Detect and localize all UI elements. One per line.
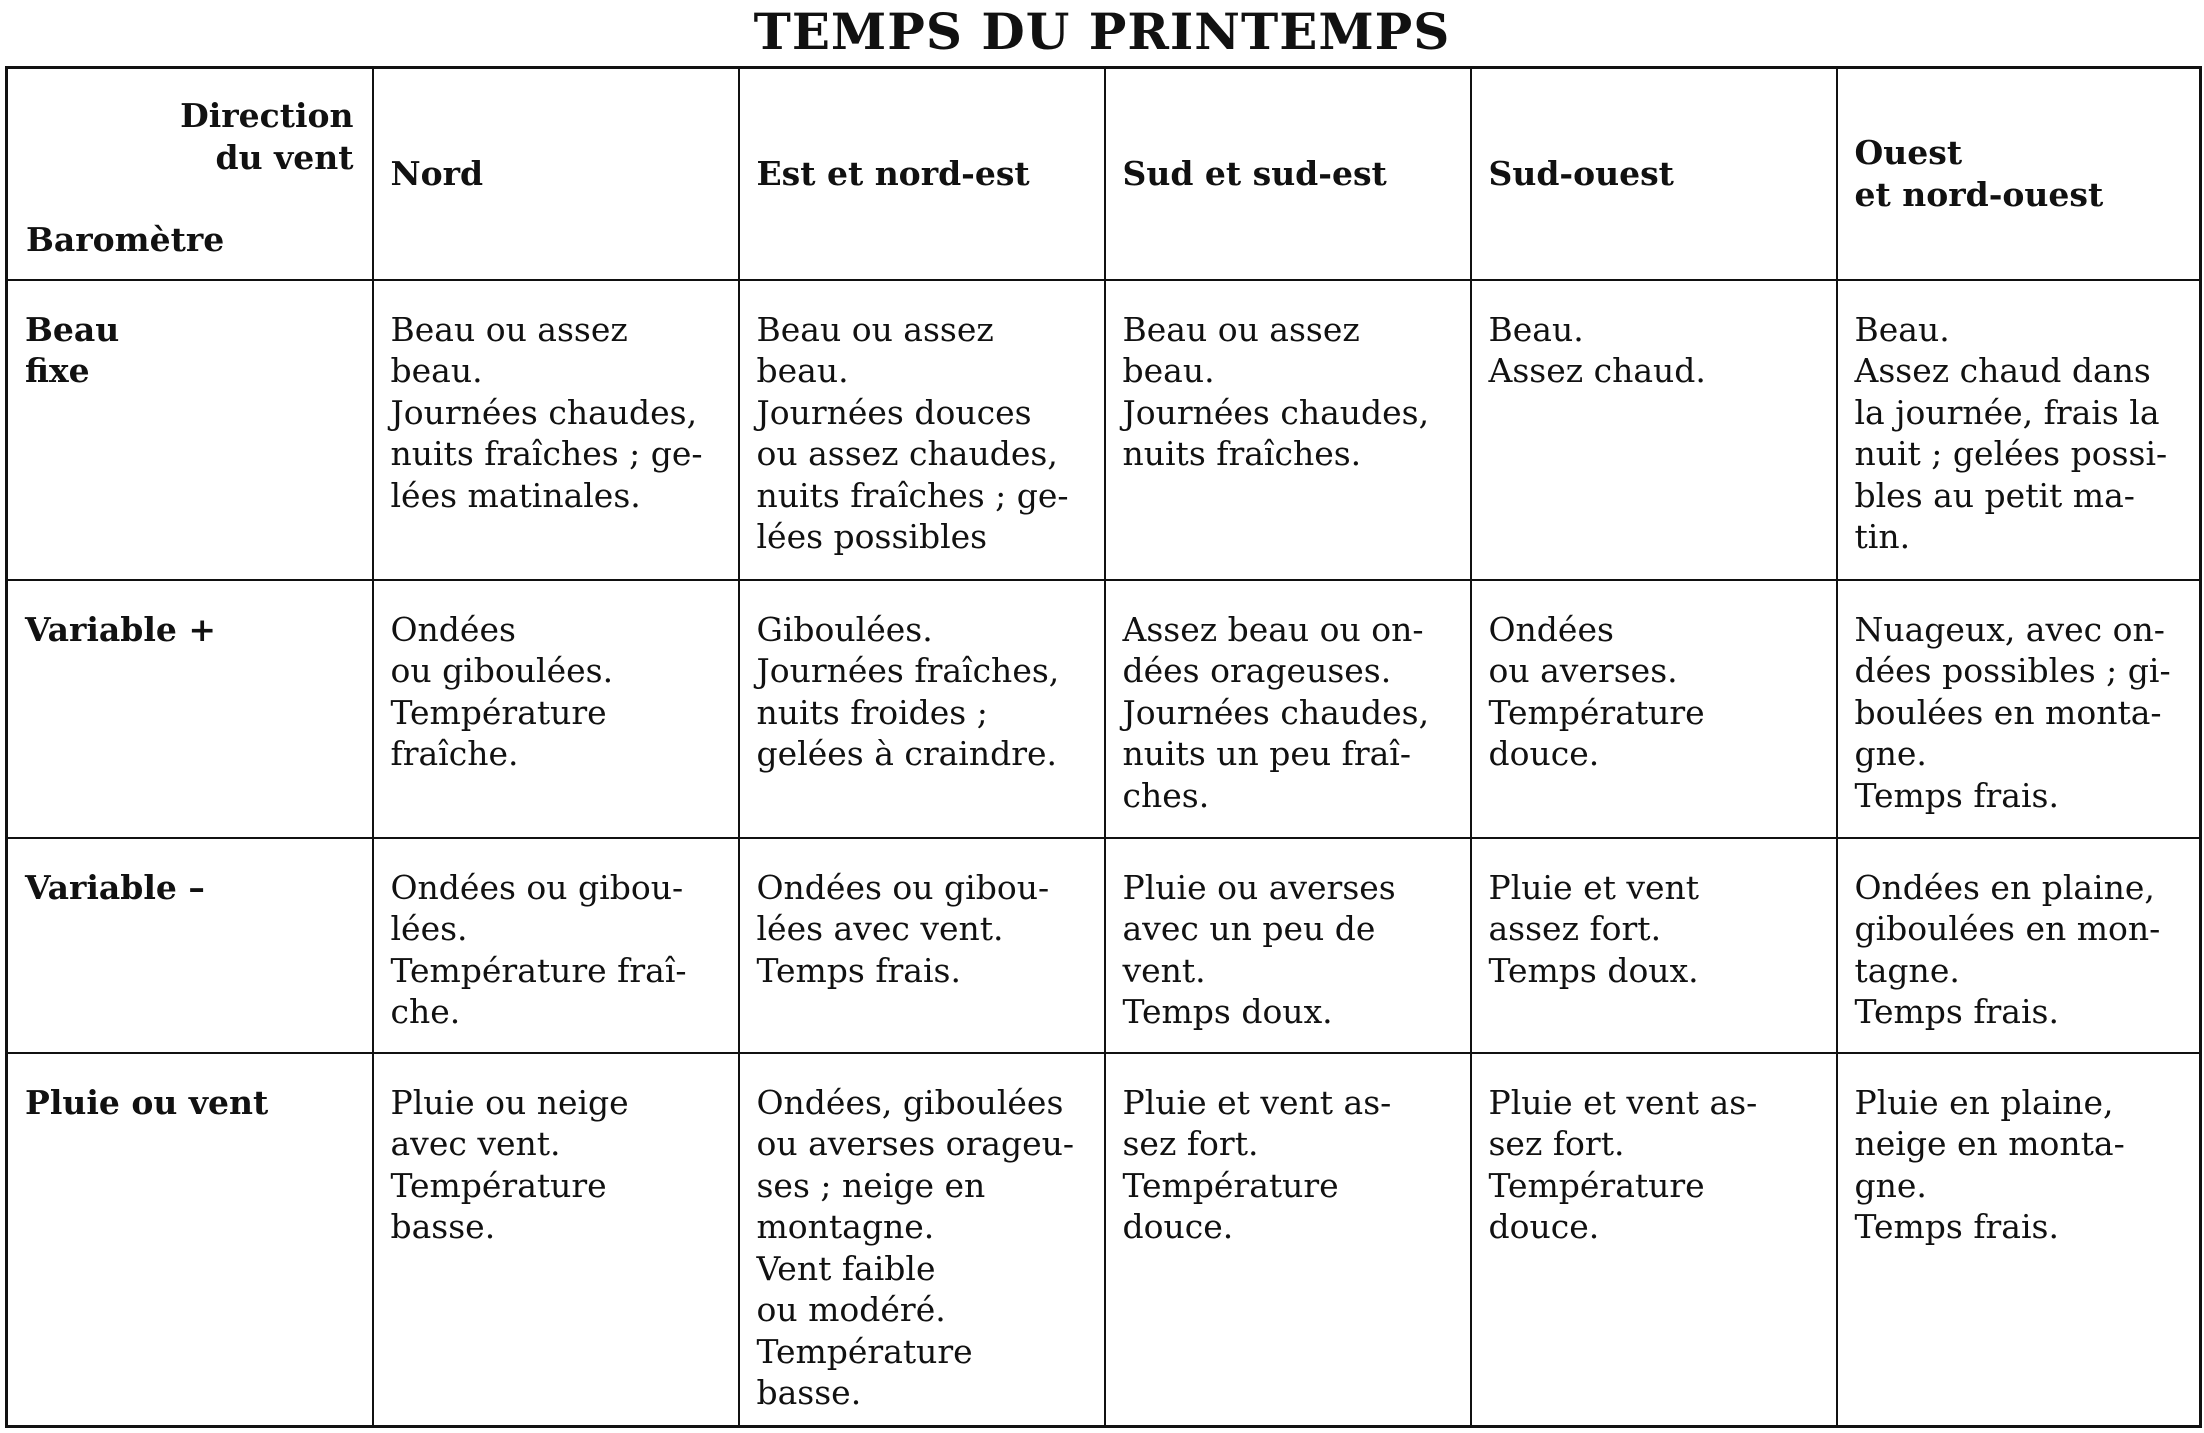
- column-header: [373, 68, 739, 280]
- cell-text: Pluie en plaine, neige en monta- gne. Temps frais.: [1854, 1082, 2125, 1246]
- table-row: [7, 280, 2201, 580]
- table-cell: [739, 1053, 1105, 1427]
- table-cell: [739, 280, 1105, 580]
- cell-text: Ondées ou gibou- lées avec vent. Temps frais.: [756, 867, 1050, 990]
- cell-text: Beau. Assez chaud dans la journée, frais la nuit ; gelées possi- bles au petit ma- tin.: [1854, 309, 2168, 556]
- table-cell: [1105, 838, 1471, 1053]
- table-cell: [1471, 1053, 1837, 1427]
- column-header: [739, 68, 1105, 280]
- barometer-label: Baromètre: [26, 220, 225, 259]
- table-cell: [1105, 580, 1471, 838]
- table-cell: [373, 280, 739, 580]
- table-cell: [373, 1053, 739, 1427]
- row-label: [7, 280, 373, 580]
- row-label: [7, 1053, 373, 1427]
- cell-text: Ondées ou gibou- lées. Température fraî- che.: [390, 867, 687, 1031]
- cell-text: Pluie et vent assez fort. Temps doux.: [1488, 867, 1700, 990]
- table-row: [7, 1053, 2201, 1427]
- table-cell: [1837, 580, 2201, 838]
- column-header-text: Sud et sud-est: [1122, 154, 1387, 193]
- cell-text: Beau ou assez beau. Journées chaudes, nuits fraîches.: [1122, 309, 1430, 473]
- table-cell: [739, 838, 1105, 1053]
- cell-text: Ondées en plaine, giboulées en mon- tagne. Temps frais.: [1854, 867, 2161, 1031]
- table-cell: [1471, 280, 1837, 580]
- table-row: [7, 580, 2201, 838]
- cell-text: Pluie ou averses avec un peu de vent. Temps doux.: [1122, 867, 1396, 1031]
- wind-label-line2: du vent: [215, 137, 354, 177]
- cell-text: Pluie et vent as- sez fort. Température douce.: [1488, 1082, 1758, 1246]
- column-header-text: Est et nord-est: [756, 154, 1030, 193]
- row-label-text: Pluie ou vent: [25, 1082, 269, 1122]
- column-header-text: Sud-ouest: [1488, 154, 1674, 193]
- table-cell: [1105, 280, 1471, 580]
- column-header-text: Nord: [390, 154, 484, 193]
- cell-text: Ondées ou giboulées. Température fraîche.: [390, 609, 614, 773]
- column-header-text: Ouest et nord-ouest: [1854, 133, 2104, 214]
- table-cell: [1837, 838, 2201, 1053]
- cell-text: Pluie et vent as- sez fort. Température douce.: [1122, 1082, 1392, 1246]
- table-cell: [1837, 280, 2201, 580]
- cell-text: Ondées, giboulées ou averses orageu- ses ; neige en montagne. Vent faible ou modéré. Température basse.: [756, 1082, 1074, 1412]
- wind-label-line1: Direction: [180, 96, 354, 135]
- table-cell: [373, 838, 739, 1053]
- page-title: TEMPS DU PRINTEMPS: [753, 2, 1451, 61]
- cell-text: Beau. Assez chaud.: [1488, 309, 1706, 390]
- corner-cell: [7, 68, 373, 280]
- row-label-text: Beau fixe: [25, 309, 120, 390]
- weather-table: [5, 66, 2202, 1428]
- cell-text: Beau ou assez beau. Journées chaudes, nuits fraîches ; ge- lées matinales.: [390, 309, 703, 515]
- row-label-text: Variable –: [25, 867, 205, 907]
- row-label-text: Variable +: [25, 609, 217, 649]
- table-cell: [1471, 838, 1837, 1053]
- cell-text: Giboulées. Journées fraîches, nuits froides ; gelées à craindre.: [756, 609, 1060, 773]
- table-cell: [373, 580, 739, 838]
- cell-text: Beau ou assez beau. Journées douces ou assez chaudes, nuits fraîches ; ge- lées possibles: [756, 309, 1069, 556]
- wind-direction-label: [180, 95, 353, 178]
- cell-text: Pluie ou neige avec vent. Température basse.: [390, 1082, 629, 1246]
- table-cell: [1471, 580, 1837, 838]
- header-row: [7, 68, 2201, 280]
- table-cell: [1105, 1053, 1471, 1427]
- column-header: [1105, 68, 1471, 280]
- row-label: [7, 580, 373, 838]
- cell-text: Ondées ou averses. Température douce.: [1488, 609, 1705, 773]
- cell-text: Nuageux, avec on- dées possibles ; gi- boulées en monta- gne. Temps frais.: [1854, 609, 2171, 815]
- table-row: [7, 838, 2201, 1053]
- column-header: [1471, 68, 1837, 280]
- cell-text: Assez beau ou on- dées orageuses. Journées chaudes, nuits un peu fraî- ches.: [1122, 609, 1430, 815]
- row-label: [7, 838, 373, 1053]
- table-cell: [739, 580, 1105, 838]
- column-header: [1837, 68, 2201, 280]
- table-cell: [1837, 1053, 2201, 1427]
